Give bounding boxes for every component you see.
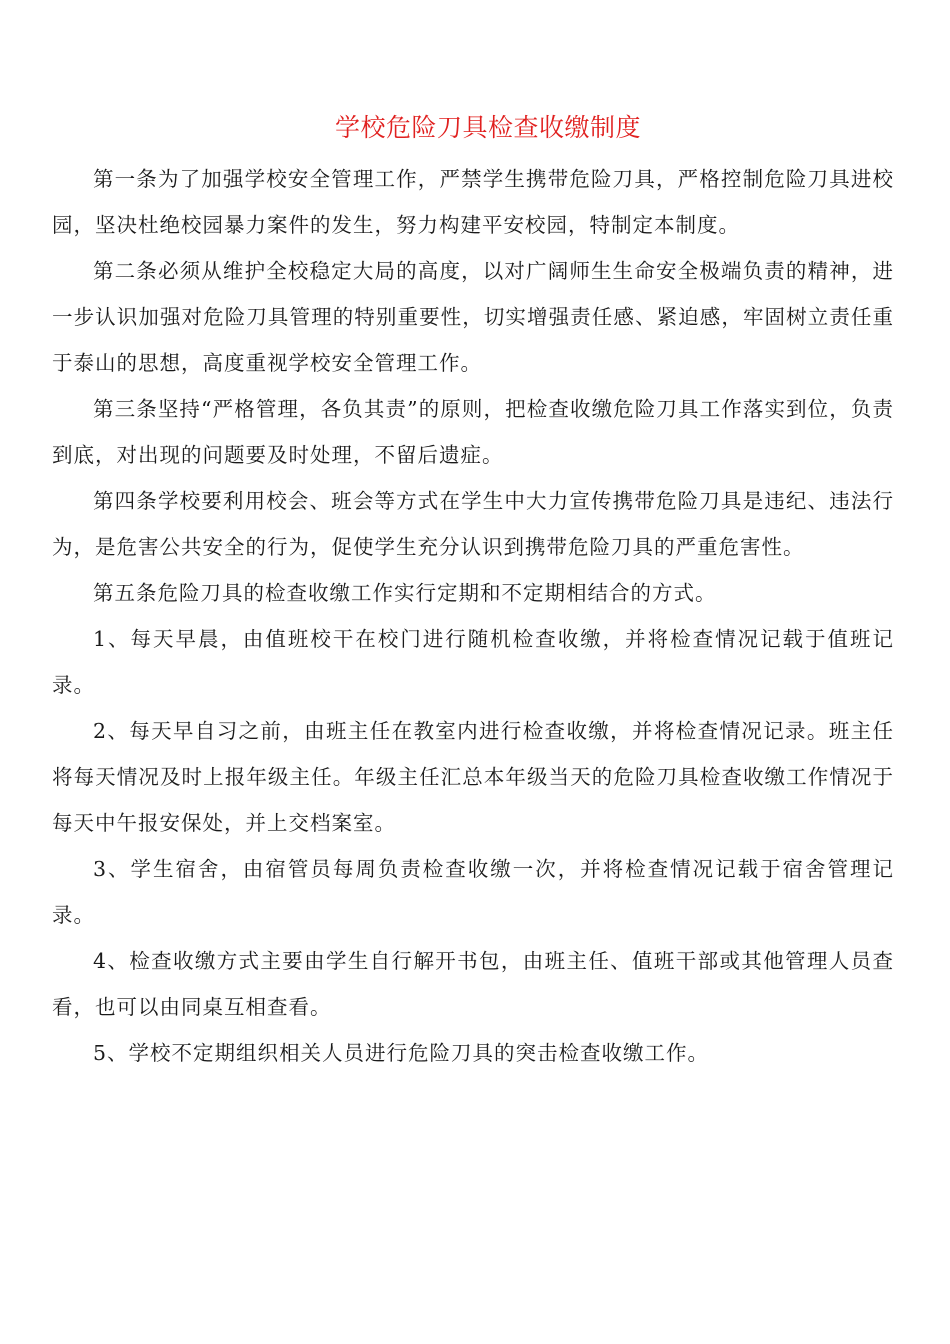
paragraph-item-4: 4、检查收缴方式主要由学生自行解开书包，由班主任、值班干部或其他管理人员查看，也可以由同桌互相查看。 bbox=[52, 949, 894, 1019]
paragraph-item-1: 1、每天早晨，由值班校干在校门进行随机检查收缴，并将检查情况记载于值班记录。 bbox=[52, 627, 894, 697]
paragraph-item-3: 3、学生宿舍，由宿管员每周负责检查收缴一次，并将检查情况记载于宿舍管理记录。 bbox=[52, 857, 894, 927]
paragraph-article-2: 第二条必须从维护全校稳定大局的高度，以对广阔师生生命安全极端负责的精神，进一步认识加强对危险刀具管理的特别重要性，切实增强责任感、紧迫感，牢固树立责任重于泰山的思想，高度重视学校安全管理工作。 bbox=[52, 259, 894, 375]
document-title: 学校危险刀具检查收缴制度 bbox=[334, 113, 641, 142]
document-page bbox=[52, 110, 894, 1076]
paragraph-article-5: 第五条危险刀具的检查收缴工作实行定期和不定期相结合的方式。 bbox=[93, 581, 717, 605]
paragraph-article-4: 第四条学校要利用校会、班会等方式在学生中大力宣传携带危险刀具是违纪、违法行为，是危害公共安全的行为，促使学生充分认识到携带危险刀具的严重危害性。 bbox=[52, 489, 894, 559]
paragraph-item-5: 5、学校不定期组织相关人员进行危险刀具的突击检查收缴工作。 bbox=[93, 1041, 710, 1065]
paragraph-item-2: 2、每天早自习之前，由班主任在教室内进行检查收缴，并将检查情况记录。班主任将每天情况及时上报年级主任。年级主任汇总本年级当天的危险刀具检查收缴工作情况于每天中午报安保处，并上交档案室。 bbox=[52, 719, 894, 835]
paragraph-article-1: 第一条为了加强学校安全管理工作，严禁学生携带危险刀具，严格控制危险刀具进校园，坚决杜绝校园暴力案件的发生，努力构建平安校园，特制定本制度。 bbox=[52, 167, 894, 237]
paragraph-article-3: 第三条坚持“严格管理，各负其责”的原则，把检查收缴危险刀具工作落实到位，负责到底，对出现的问题要及时处理，不留后遗症。 bbox=[52, 397, 894, 467]
